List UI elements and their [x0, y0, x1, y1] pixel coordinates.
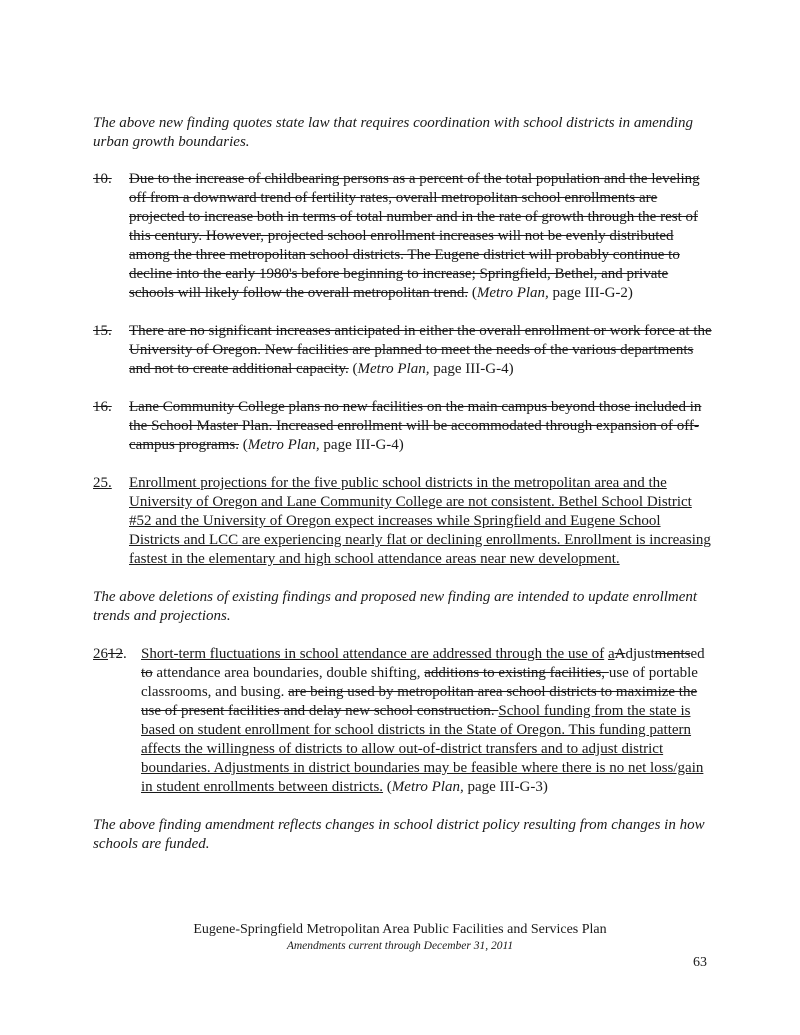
- inserted-letter: a: [607, 646, 615, 662]
- finding-25: [93, 474, 713, 569]
- finding-10: [93, 170, 713, 303]
- note-deletions: The above deletions of existing findings and proposed new finding are intended to update enrollment trends and projections.: [93, 589, 698, 624]
- footer-subtitle: Amendments current through December 31, 2011: [286, 940, 514, 952]
- deleted-text: additions to existing facilities,: [424, 665, 609, 681]
- deleted-text: ments: [654, 646, 691, 662]
- deleted-text: Lane Community College plans no new facilities on the main campus beyond those included in the School Master Plan. Increased enrollment will be accommodated through expansion of off-campus programs.: [129, 399, 702, 453]
- finding-number: 15.: [93, 323, 112, 339]
- note-amendment: The above finding amendment reflects changes in school district policy resulting from changes in how schools are funded.: [93, 817, 705, 852]
- page-number: 63: [693, 955, 707, 970]
- document-body: [93, 114, 713, 854]
- inserted-text: School funding from the state is based on student enrollment for school districts in the State of Oregon. This funding pattern affects the willingness of districts to allow out-of-district transfers and to adjust district boundaries. Adjustments in district boundaries may be feasible where there is no net loss/gain in student enrollments between districts.: [141, 703, 704, 795]
- note-new-finding: The above new finding quotes state law that requires coordination with school districts in amending urban growth boundaries.: [93, 115, 693, 150]
- reference: (Metro Plan, page III-G-4): [242, 437, 404, 453]
- deleted-text: to: [141, 665, 153, 681]
- finding-number: 25.: [93, 475, 112, 491]
- reference: (Metro Plan, page III-G-4): [352, 361, 514, 377]
- deleted-letter: A: [614, 646, 626, 662]
- finding-15: [93, 322, 713, 379]
- inserted-text: Enrollment projections for the five public school districts in the metropolitan area and the University of Oregon and Lane Community College are not consistent. Bethel School District #52 and the University of Oregon expect increases while Springfield and Eugene School Districts and LCC are experiencing nearly flat or declining enrollments. Enrollment is increasing fastest in the elementary and high school attendance areas near new development.: [129, 475, 711, 567]
- finding-number: 10.: [93, 171, 112, 187]
- reference: (Metro Plan, page III-G-3): [386, 779, 548, 795]
- footer-title: Eugene-Springfield Metropolitan Area Public Facilities and Services Plan: [193, 922, 607, 937]
- deleted-text: There are no significant increases anticipated in either the overall enrollment or work force at the University of Oregon. New facilities are planned to meet the needs of the various departments and not to create additional capacity.: [129, 323, 712, 377]
- reference: (Metro Plan, page III-G-2): [471, 285, 633, 301]
- finding-26: [93, 645, 713, 797]
- plain-text: ed: [690, 646, 705, 662]
- plain-text: djust: [625, 646, 655, 662]
- deleted-text: are being used by metropolitan area school districts to maximize the use of present facilities and delay new school construction.: [141, 684, 698, 719]
- plain-text: attendance area boundaries, double shifting,: [152, 665, 425, 681]
- finding-number: 16.: [93, 399, 112, 415]
- deleted-text: Due to the increase of childbearing persons as a percent of the total population and the leveling off from a downward trend of fertility rates, overall metropolitan school enrollments are projected to increase both in terms of total number and in the rate of growth through the rest of this century. However, projected school enrollment increases will not be evenly distributed among the three metropolitan school districts. The Eugene district will probably continue to decline into the early 1980's before beginning to increase; Springfield, Bethel, and private schools will likely follow the overall metropolitan trend.: [129, 171, 700, 301]
- finding-16: [93, 398, 713, 455]
- finding-number: 2612.: [93, 646, 127, 662]
- inserted-text: Short-term fluctuations in school attendance are addressed through the use of: [141, 646, 605, 662]
- plain-text: use of portable classrooms, and busing.: [141, 665, 698, 700]
